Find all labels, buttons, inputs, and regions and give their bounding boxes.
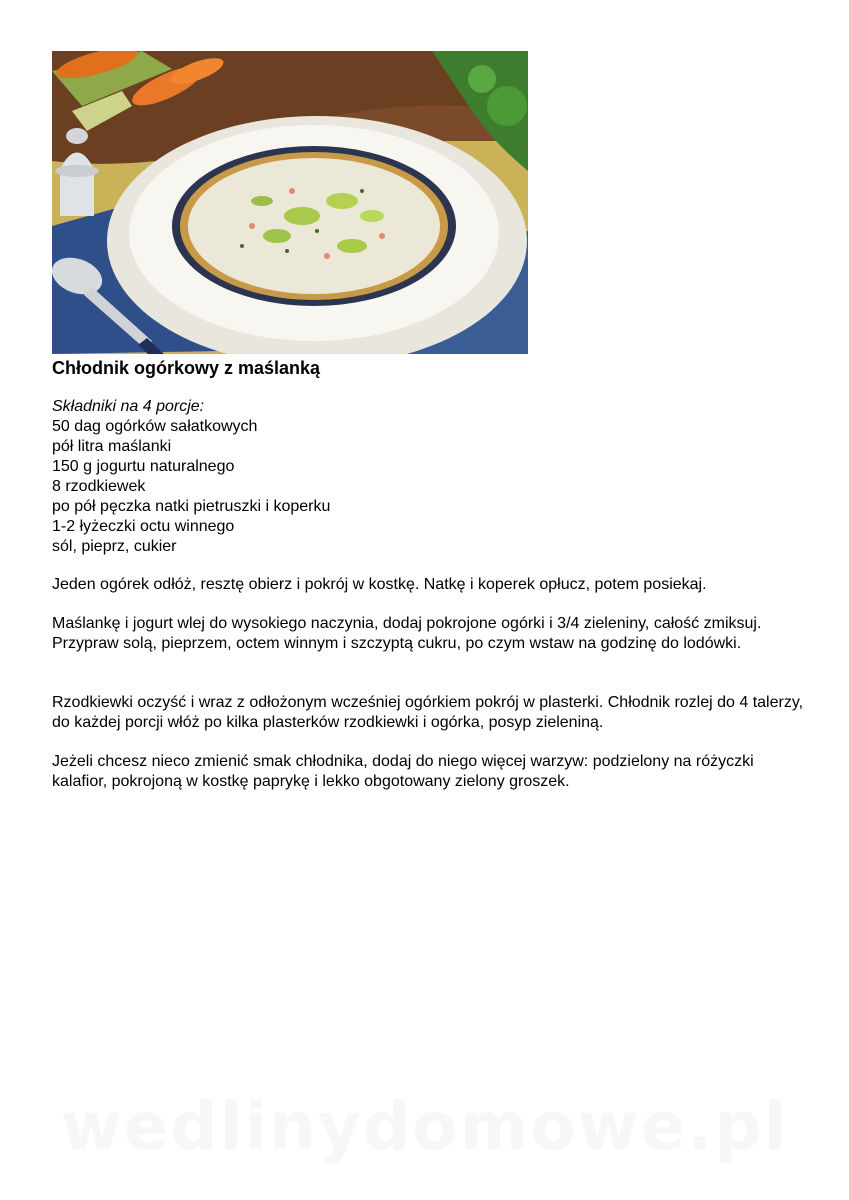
ingredients-heading: Składniki na 4 porcje: [52,398,205,415]
ingredient-item: 150 g jogurtu naturalnego [52,458,235,475]
ingredient-item: po pół pęczka natki pietruszki i koperku [52,498,331,515]
ingredients-list [52,397,330,557]
step-paragraph: Maślankę i jogurt wlej do wysokiego naczynia, dodaj pokrojone ogórki i 3/4 zieleniny, całość zmiksuj. Przypraw solą, pieprzem, octem winnym i szczyptą cukru, po czym wstaw na godzinę do lodówki. [52,615,762,652]
ingredient-item: 50 dag ogórków sałatkowych [52,418,258,435]
ingredient-item: sól, pieprz, cukier [52,538,177,555]
ingredient-item: 8 rzodkiewek [52,478,146,495]
step-paragraph: Rzodkiewki oczyść i wraz z odłożonym wcześniej ogórkiem pokrój w plasterki. Chłodnik rozlej do 4 talerzy, do każdej porcji włóż po kilka plasterków rzodkiewki i ogórka, posyp zieleniną. [52,694,804,731]
soup-photo [52,51,528,354]
step-paragraph: Jeden ogórek odłóż, resztę obierz i pokrój w kostkę. Natkę i koperek opłucz, potem posiekaj. [52,576,707,593]
ingredient-item: pół litra maślanki [52,438,172,455]
site-watermark: wedlinydomowe.pl [60,1088,789,1165]
ingredient-item: 1-2 łyżeczki octu winnego [52,518,235,535]
recipe-title: Chłodnik ogórkowy z maślanką [52,358,321,378]
step-paragraph: Jeżeli chcesz nieco zmienić smak chłodnika, dodaj do niego więcej warzyw: podzielony na różyczki kalafior, pokrojoną w kostkę paprykę i lekko obgotowany zielony groszek. [52,753,754,790]
